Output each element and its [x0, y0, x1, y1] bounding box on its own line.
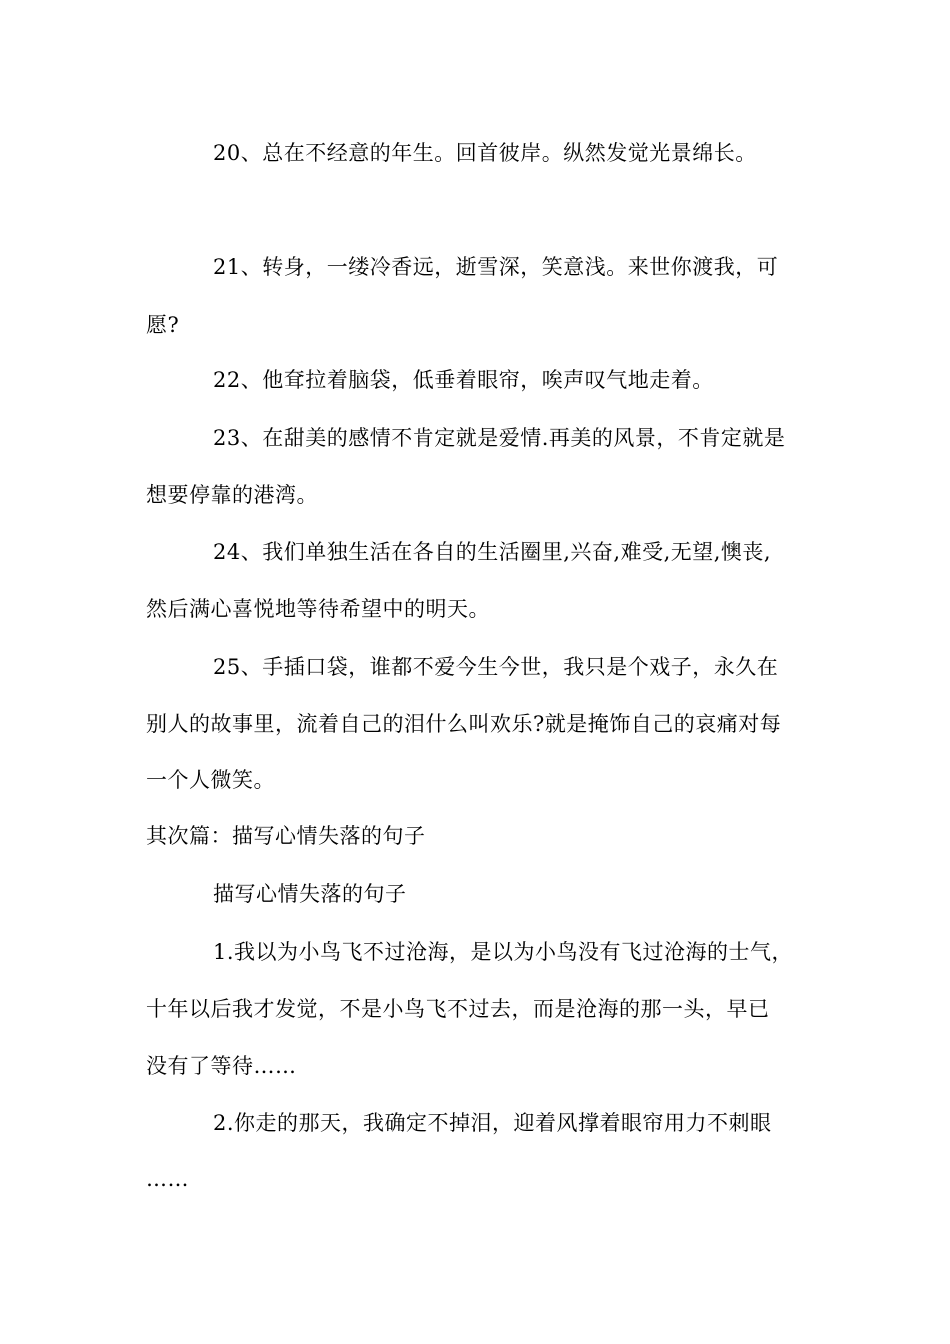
paragraph-21-line-2: 愿? — [146, 313, 180, 337]
paragraph-23-line-2: 想要停靠的港湾。 — [146, 483, 318, 507]
paragraph-23-line-1: 23、在甜美的感情不肯定就是爱情.再美的风景，不肯定就是 — [213, 426, 786, 450]
paragraph-20: 20、总在不经意的年生。回首彼岸。纵然发觉光景绵长。 — [213, 141, 757, 165]
item-1-line-3: 没有了等待…… — [146, 1054, 297, 1078]
item-2-line-1: 2.你走的那天，我确定不掉泪，迎着风撑着眼帘用力不刺眼 — [213, 1111, 772, 1135]
section-heading: 其次篇：描写心情失落的句子 — [146, 824, 426, 848]
paragraph-25-line-2: 别人的故事里，流着自己的泪什么叫欢乐?就是掩饰自己的哀痛对每 — [146, 712, 782, 736]
item-1-line-1: 1.我以为小鸟飞不过沧海，是以为小鸟没有飞过沧海的士气， — [213, 940, 794, 964]
paragraph-25-line-1: 25、手插口袋，谁都不爱今生今世，我只是个戏子，永久在 — [213, 655, 779, 679]
item-1-line-2: 十年以后我才发觉，不是小鸟飞不过去，而是沧海的那一头，早已 — [146, 997, 770, 1021]
item-2-line-2: …… — [146, 1167, 189, 1191]
paragraph-21-line-1: 21、转身，一缕冷香远，逝雪深，笑意浅。来世你渡我，可 — [213, 255, 779, 279]
paragraph-25-line-3: 一个人微笑。 — [146, 768, 275, 792]
paragraph-22: 22、他耷拉着脑袋，低垂着眼帘，唉声叹气地走着。 — [213, 368, 714, 392]
section-subtitle: 描写心情失落的句子 — [213, 882, 407, 906]
paragraph-24-line-2: 然后满心喜悦地等待希望中的明天。 — [146, 597, 490, 621]
paragraph-24-line-1: 24、我们单独生活在各自的生活圈里,兴奋,难受,无望,懊丧, — [213, 540, 772, 564]
